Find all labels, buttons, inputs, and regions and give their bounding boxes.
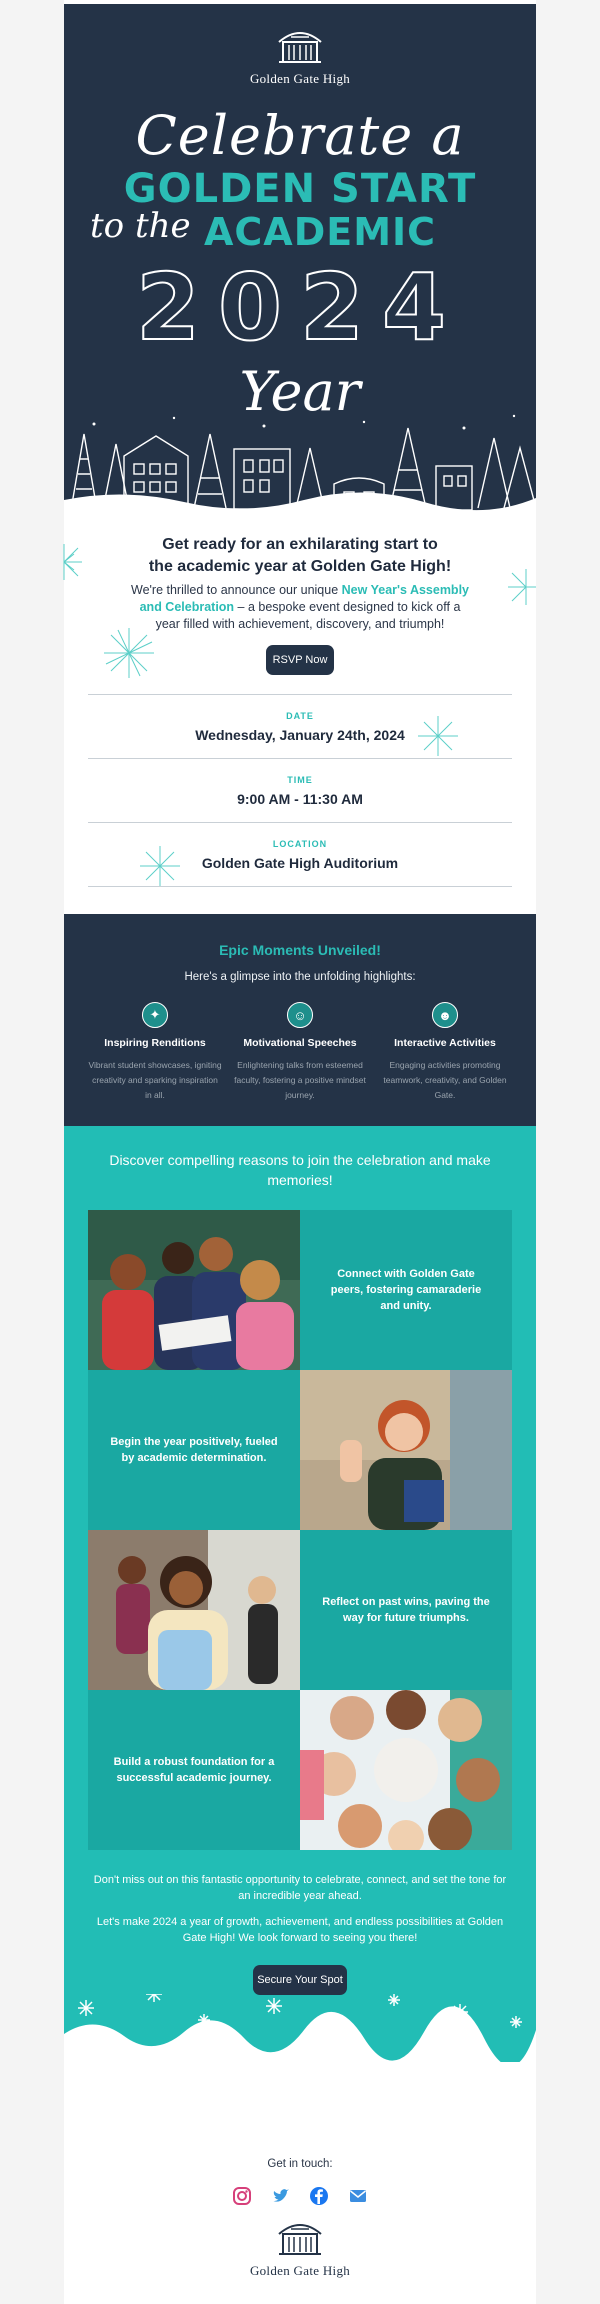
twitter-icon[interactable]	[271, 2186, 291, 2206]
students-circle-photo	[300, 1690, 512, 1850]
hero-line-celebrate: Celebrate a	[135, 104, 465, 167]
intro-heading-line-1: Get ready for an exhilarating start to	[162, 536, 438, 553]
intro-body-post: – a bespoke event designed to kick off a year filled with achievement, discovery, and triumph!	[155, 600, 461, 631]
hero-line-academic: ACADEMIC	[204, 210, 437, 254]
intro-section	[64, 514, 536, 914]
highlight-desc: Engaging activities promoting teamwork, creativity, and Golden Gate.	[383, 1060, 507, 1100]
brand-name: Golden Gate High	[249, 71, 351, 86]
detail-value: 9:00 AM - 11:30 AM	[237, 791, 363, 807]
reason-card: Build a robust foundation for a successful academic journey.	[88, 1690, 300, 1850]
facebook-icon[interactable]	[309, 2186, 329, 2206]
firework-icon	[138, 844, 182, 888]
highlight-title: Inspiring Renditions	[104, 1037, 206, 1049]
detail-label: DATE	[286, 711, 314, 721]
firework-icon	[102, 626, 156, 680]
firework-icon	[416, 714, 460, 758]
highlight-item	[88, 1002, 222, 1103]
highlight-title: Motivational Speeches	[243, 1037, 357, 1049]
reasons-section	[64, 1126, 536, 2062]
intro-heading	[104, 534, 496, 578]
hero-year-number: 2024	[135, 254, 465, 361]
firework-icon	[52, 540, 88, 584]
intro-body	[128, 582, 472, 633]
highlight-desc: Enlightening talks from esteemed faculty, fostering a positive mindset journey.	[234, 1060, 366, 1100]
snowy-village-illustration	[64, 404, 536, 514]
students-hugging-photo	[88, 1530, 300, 1690]
highlights-title: Epic Moments Unveiled!	[219, 942, 381, 958]
email-icon[interactable]	[348, 2186, 368, 2206]
brand-name: Golden Gate High	[249, 2263, 351, 2278]
hero-line-to-the: to the	[90, 206, 191, 246]
highlight-title: Interactive Activities	[394, 1037, 496, 1049]
instagram-icon[interactable]	[232, 2186, 252, 2206]
school-building-icon	[275, 26, 325, 64]
reasons-grid	[88, 1210, 512, 1850]
highlights-section	[64, 914, 536, 1126]
detail-value: Golden Gate High Auditorium	[201, 855, 399, 871]
footer	[64, 2062, 536, 2304]
detail-value: Wednesday, January 24th, 2024	[195, 727, 405, 743]
rsvp-button[interactable]: RSVP Now	[266, 645, 334, 675]
highlight-item	[378, 1002, 512, 1103]
detail-time	[88, 758, 512, 822]
closing-text-1: Don't miss out on this fantastic opportunity to celebrate, connect, and set the tone for an incredible year ahead.	[93, 1874, 507, 1902]
reason-card: Begin the year positively, fueled by academic determination.	[88, 1370, 300, 1530]
hero-line-year: Year	[239, 360, 361, 423]
snowflakes-illustration	[64, 1994, 536, 2062]
highlight-item	[233, 1002, 367, 1103]
intro-body-pre: We're thrilled to announce our unique	[131, 583, 342, 597]
detail-label: LOCATION	[272, 839, 328, 849]
sparkle-icon: ✦	[142, 1002, 168, 1028]
reason-card: Reflect on past wins, paving the way for future triumphs.	[300, 1530, 512, 1690]
email-container	[64, 0, 536, 2304]
reason-card: Connect with Golden Gate peers, fostering camaraderie and unity.	[300, 1210, 512, 1370]
header-logo	[64, 26, 536, 87]
school-building-icon	[275, 2218, 325, 2256]
highlights-subtitle: Here's a glimpse into the unfolding highlights:	[184, 971, 416, 983]
detail-label: TIME	[287, 775, 313, 785]
secure-spot-button[interactable]: Secure Your Spot	[253, 1965, 347, 1995]
theater-masks-icon: ☻	[432, 1002, 458, 1028]
social-links	[64, 2186, 536, 2206]
hero-banner	[64, 4, 536, 514]
closing-text-2: Let's make 2024 a year of growth, achievement, and endless possibilities at Golden Gate High! We look forward to seeing you there!	[96, 1916, 504, 1944]
speech-head-icon: ☺	[287, 1002, 313, 1028]
footer-logo	[64, 2218, 536, 2279]
student-thumbs-up-photo	[300, 1370, 512, 1530]
intro-heading-line-2: the academic year at Golden Gate High!	[148, 558, 452, 575]
reasons-lead: Discover compelling reasons to join the celebration and make memories!	[109, 1152, 491, 1188]
get-in-touch-label: Get in touch:	[267, 2158, 333, 2170]
students-reading-photo	[88, 1210, 300, 1370]
hero-line-golden-start: GOLDEN START	[123, 166, 477, 212]
intro-body-highlight: New Year's Assembly and Celebration	[139, 583, 469, 614]
highlight-desc: Vibrant student showcases, igniting creativity and sparking inspiration in all.	[88, 1060, 222, 1100]
firework-icon	[506, 566, 536, 608]
